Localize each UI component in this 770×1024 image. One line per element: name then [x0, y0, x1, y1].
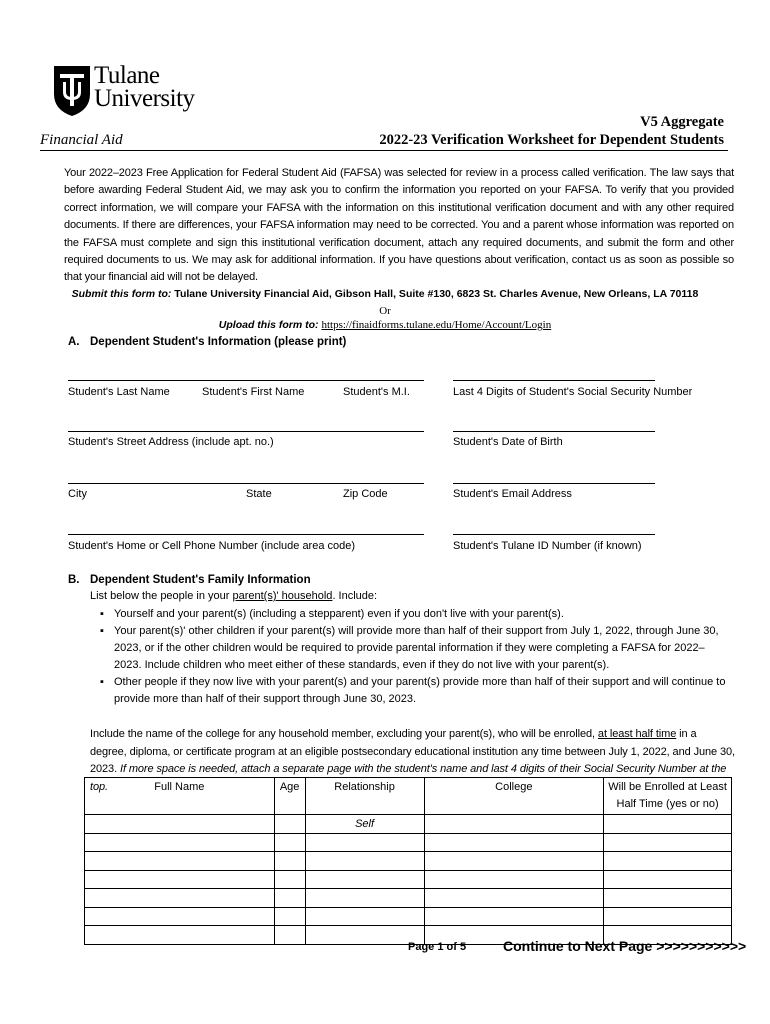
cell-age[interactable] [274, 926, 305, 945]
state-label: State [246, 488, 272, 500]
cell-college[interactable] [424, 907, 604, 926]
cell-age[interactable] [274, 907, 305, 926]
tulane-shield-logo-icon [52, 64, 92, 118]
email-field[interactable] [453, 483, 655, 484]
last-name-field[interactable] [68, 380, 424, 381]
upload-label: Upload this form to: [218, 319, 319, 331]
cell-college[interactable] [424, 833, 604, 852]
logo-line-tulane: Tulane [94, 62, 160, 89]
col-header-age: Age [274, 778, 305, 815]
household-table [84, 777, 732, 945]
household-intro-underlined: parent(s)' household [232, 590, 333, 602]
cell-relationship[interactable] [305, 889, 424, 908]
household-intro [90, 590, 377, 602]
cell-enrolled[interactable] [604, 907, 732, 926]
table-row [85, 815, 732, 834]
mi-label: Student's M.I. [343, 386, 410, 398]
cell-full-name[interactable] [85, 870, 275, 889]
college-instructions-mid: in a degree, diploma, or certificate program at an eligible postsecondary educational institution any time between July 1, 2022, and June 30, 2023. [90, 728, 735, 775]
address-label: Student's Street Address (include apt. no.) [68, 436, 274, 448]
continue-next-page: Continue to Next Page >>>>>>>>>>> [503, 938, 747, 954]
first-name-label: Student's First Name [202, 386, 305, 398]
city-state-zip-field[interactable] [68, 483, 424, 484]
financial-aid-label: Financial Aid [40, 132, 123, 148]
submit-label: Submit this form to: [71, 288, 172, 300]
cell-full-name[interactable] [85, 907, 275, 926]
col-header-full-name: Full Name [85, 778, 275, 815]
cell-age[interactable] [274, 815, 305, 834]
cell-full-name[interactable] [85, 852, 275, 871]
email-label: Student's Email Address [453, 488, 572, 500]
page-title: 2022-23 Verification Worksheet for Dependent Students [379, 132, 724, 148]
table-row [85, 907, 732, 926]
col-header-relationship: Relationship [305, 778, 424, 815]
submit-instructions [0, 288, 770, 300]
col-header-college: College [424, 778, 604, 815]
header-divider [40, 150, 728, 151]
section-a-letter: A. [68, 336, 80, 348]
page-number: Page 1 of 5 [408, 941, 467, 953]
cell-enrolled[interactable] [604, 870, 732, 889]
dob-field[interactable] [453, 431, 655, 432]
cell-relationship-self: Self [305, 815, 424, 834]
cell-relationship[interactable] [305, 852, 424, 871]
table-row [85, 833, 732, 852]
cell-enrolled[interactable] [604, 889, 732, 908]
cell-enrolled[interactable] [604, 852, 732, 871]
city-label: City [68, 488, 87, 500]
college-instructions-italic: If more space is needed, attach a separate page with the student's name and last 4 digits of their Social Security Number at the top. [90, 763, 727, 793]
zip-label: Zip Code [343, 488, 388, 500]
last-name-label: Student's Last Name [68, 386, 170, 398]
dob-label: Student's Date of Birth [453, 436, 563, 448]
col-header-enrolled: Will be Enrolled at Least Half Time (yes or no) [604, 778, 732, 815]
phone-field[interactable] [68, 534, 424, 535]
intro-paragraph: Your 2022–2023 Free Application for Federal Student Aid (FAFSA) was selected for review in a process called verification. The law says that before awarding Federal Student Aid, we may ask you to confirm the information you reported on your FAFSA. To verify that you provided correct information, we will compare your FAFSA with the information on this institutional verification document and with any other required documents. If there are differences, your FAFSA information may need to be corrected. You and a parent whose information was reported on the FAFSA must complete and sign this institutional verification document, attach any required documents, and submit the form and other required documents to us. We may ask for additional information. If you have questions about verification, contact us as soon as possible so that your financial aid will not be delayed. [64, 167, 734, 284]
table-row [85, 889, 732, 908]
ssn-field[interactable] [453, 380, 655, 381]
cell-enrolled[interactable] [604, 815, 732, 834]
cell-age[interactable] [274, 870, 305, 889]
cell-relationship[interactable] [305, 926, 424, 945]
cell-college[interactable] [424, 815, 604, 834]
cell-relationship[interactable] [305, 870, 424, 889]
table-row [85, 870, 732, 889]
cell-full-name[interactable] [85, 833, 275, 852]
list-item: ▪ Other people if they now live with your parent(s) and your parent(s) provide more than half of their support and will continue to provide more than half of their support through June 30, 2023. [100, 674, 728, 708]
section-b-heading [68, 574, 311, 586]
cell-relationship[interactable] [305, 907, 424, 926]
section-b-title: Dependent Student's Family Information [90, 574, 311, 586]
logo-wordmark [94, 64, 195, 110]
submit-address: Tulane University Financial Aid, Gibson Hall, Suite #130, 6823 St. Charles Avenue, New Orleans, LA 70118 [171, 288, 699, 300]
tulane-id-label: Student's Tulane ID Number (if known) [453, 540, 642, 552]
section-b-letter: B. [68, 574, 80, 586]
section-a-heading [68, 336, 346, 348]
half-time-underlined: at least half time [597, 728, 677, 740]
list-item: ▪ Your parent(s)' other children if your parent(s) will provide more than half of their support from July 1, 2022, through June 30, 2023, or if the other children would be required to provide parental information if they were completing a FAFSA for 2022–2023. Include children who meet either of these standards, even if they do not live with your parent(s). [100, 623, 728, 674]
cell-age[interactable] [274, 833, 305, 852]
address-field[interactable] [68, 431, 424, 432]
cell-full-name[interactable] [85, 889, 275, 908]
cell-relationship[interactable] [305, 833, 424, 852]
tulane-id-field[interactable] [453, 534, 655, 535]
version-label: V5 Aggregate [640, 114, 724, 130]
table-header-row [85, 778, 732, 815]
cell-college[interactable] [424, 870, 604, 889]
table-row [85, 852, 732, 871]
section-a-title: Dependent Student's Information (please print) [90, 336, 347, 348]
upload-instructions [0, 319, 770, 331]
phone-label: Student's Home or Cell Phone Number (include area code) [68, 540, 356, 552]
ssn-label: Last 4 Digits of Student's Social Security Number [453, 386, 693, 398]
cell-enrolled[interactable] [604, 833, 732, 852]
upload-link[interactable]: https://finaidforms.tulane.edu/Home/Account/Login [321, 319, 552, 331]
cell-age[interactable] [274, 852, 305, 871]
household-intro-post: . Include: [332, 590, 378, 602]
cell-college[interactable] [424, 852, 604, 871]
cell-full-name[interactable] [85, 926, 275, 945]
or-text: Or [379, 305, 391, 317]
logo-line-university: University [94, 85, 195, 112]
household-criteria-list [100, 606, 728, 708]
cell-age[interactable] [274, 889, 305, 908]
cell-college[interactable] [424, 889, 604, 908]
list-item: ▪ Yourself and your parent(s) (including a stepparent) even if you don't live with your parent(s). [100, 606, 728, 623]
college-instructions-pre: Include the name of the college for any household member, excluding your parent(s), who will be enrolled, [90, 728, 598, 740]
household-intro-pre: List below the people in your [90, 590, 233, 602]
cell-full-name[interactable] [85, 815, 275, 834]
